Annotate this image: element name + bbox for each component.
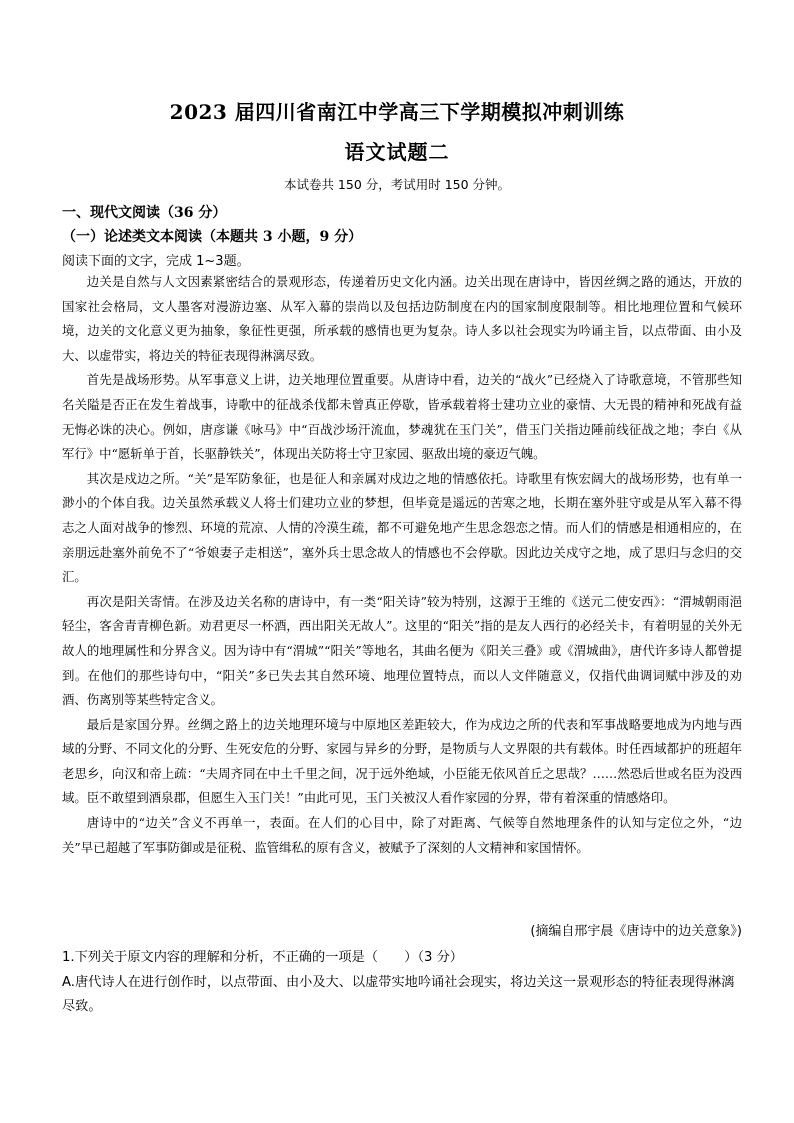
- passage-paragraph: 其次是戍边之所。“关”是军防象征，也是征人和亲属对戍边之地的情感依托。诗歌里有恢宏阔大的战场形势，也有单一渺小的个体自我。边关虽然承载义人将士们建功立业的梦想，但毕竟是遥远的苦寒之地，长期在塞外驻守或是从军入幕不得志之人面对战争的惨烈、环境的荒凉、人情的冷漠生疏，都不可避免地产生思念怨恋之情。而人们的情感是相通相应的，在亲朋远赴塞外前免不了“爷娘妻子走相送”，塞外兵士思念故人的情感也不会停歇。因此边关戍守之地，成了思归与念归的交汇。: [62, 470, 742, 585]
- passage-paragraph: 唐诗中的“边关”含义不再单一，表面。在人们的心目中，除了对距离、气候等自然地理条件的认知与定位之外，“边关”早已超越了军事防御或是征税、监管缉私的原有含义，被赋予了深刻的人文精神和家国情怀。: [62, 815, 742, 855]
- exam-subtitle: 语文试题二: [344, 140, 450, 164]
- question-block: [62, 946, 742, 1020]
- passage-paragraph: 最后是家国分界。丝绸之路上的边关地理环境与中原地区差距较大，作为戍边之所的代表和军事战略要地成为内地与西域的分野、不同文化的分野、生死安危的分野、家园与异乡的分野，是物质与人文界限的共有载体。时任西域都护的班超年老思乡，向汉和帝上疏：“夫周齐同在中土千里之间，况于远外绝域，小臣能无依风首丘之思哉？……然恐后世或名臣为没西域。臣不敢望到酒泉郡，但愿生入玉门关！”由此可见，玉门关被汉人看作家园的分界，带有着深重的情感烙印。: [62, 716, 742, 806]
- option-a: A.唐代诗人在进行创作时，以点带面、由小及大、以虚带实地吟诵社会现实，将边关这一景观形态的特征表现得淋漓尽致。: [62, 974, 735, 1014]
- exam-note: 本试卷共 150 分，考试用时 150 分钟。: [283, 177, 511, 192]
- exam-title: 2023 届四川省南江中学高三下学期模拟冲刺训练: [169, 100, 625, 124]
- subsection-heading: （一）论述类文本阅读（本题共 3 小题，9 分）: [62, 229, 363, 245]
- passage-paragraph: 边关是自然与人文因素紧密结合的景观形态，传递着历史文化内涵。边关出现在唐诗中，皆因丝绸之路的通达，开放的国家社会格局，文人墨客对漫游边塞、从军入幕的崇尚以及包括边防制度在内的国家制度限制等。相比地理位置和气候环境，边关的文化意义更为抽象，象征性更强，所承载的感情也更为复杂。诗人多以社会现实为吟诵主旨，以点带面、由小及大、以虚带实，将边关的特征表现得淋漓尽致。: [62, 274, 742, 363]
- passage-source: (摘编自邢宇晨《唐诗中的边关意象》): [530, 924, 742, 939]
- passage-paragraph: 再次是阳关寄情。在涉及边关名称的唐诗中，有一类“阳关诗”较为特别，这源于王维的《送元二使安西》：“渭城朝雨浥轻尘，客舍青青柳色新。劝君更尽一杯酒，西出阳关无故人”。这里的“阳关”指的是友人西行的必经关卡，有着明显的关外无故人的地理属性和分界含义。因为诗中有“渭城”“阳关”等地名，其曲名便为《阳关三叠》或《渭城曲》，唐代许多诗人都曾提到。在他们的那些诗句中，“阳关”多已失去其自然环境、地理位置特点，而以人文伴随意义，仅指代曲调词赋中涉及的劝酒、伤离别等某些特定含义。: [62, 593, 742, 708]
- question-stem: 1.下列关于原文内容的理解和分析，不正确的一项是（ ）（3 分）: [62, 950, 463, 965]
- reading-instruction: 阅读下面的文字，完成 1~3题。: [62, 254, 250, 269]
- passage-paragraph: 首先是战场形势。从军事意义上讲，边关地理位置重要。从唐诗中看，边关的“战火”已经烧入了诗歌意境，不管那些知名关隘是否正在发生着战事，诗歌中的征战杀伐都未曾真正停歇，皆承载着将士建功立业的豪情、大无畏的精神和死战有益无悔必诛的决心。例如，唐彦谦《咏马》中“百战沙场汗流血，梦魂犹在玉门关”，借玉门关指边陲前线征战之地；李白《从军行》中“愿斩单于首，长驱静铁关”，体现出关防将士守卫家园、驱敌出境的豪迈气魄。: [62, 372, 742, 462]
- reading-passage: [62, 270, 742, 860]
- section-heading: 一、现代文阅读（36 分）: [62, 205, 227, 221]
